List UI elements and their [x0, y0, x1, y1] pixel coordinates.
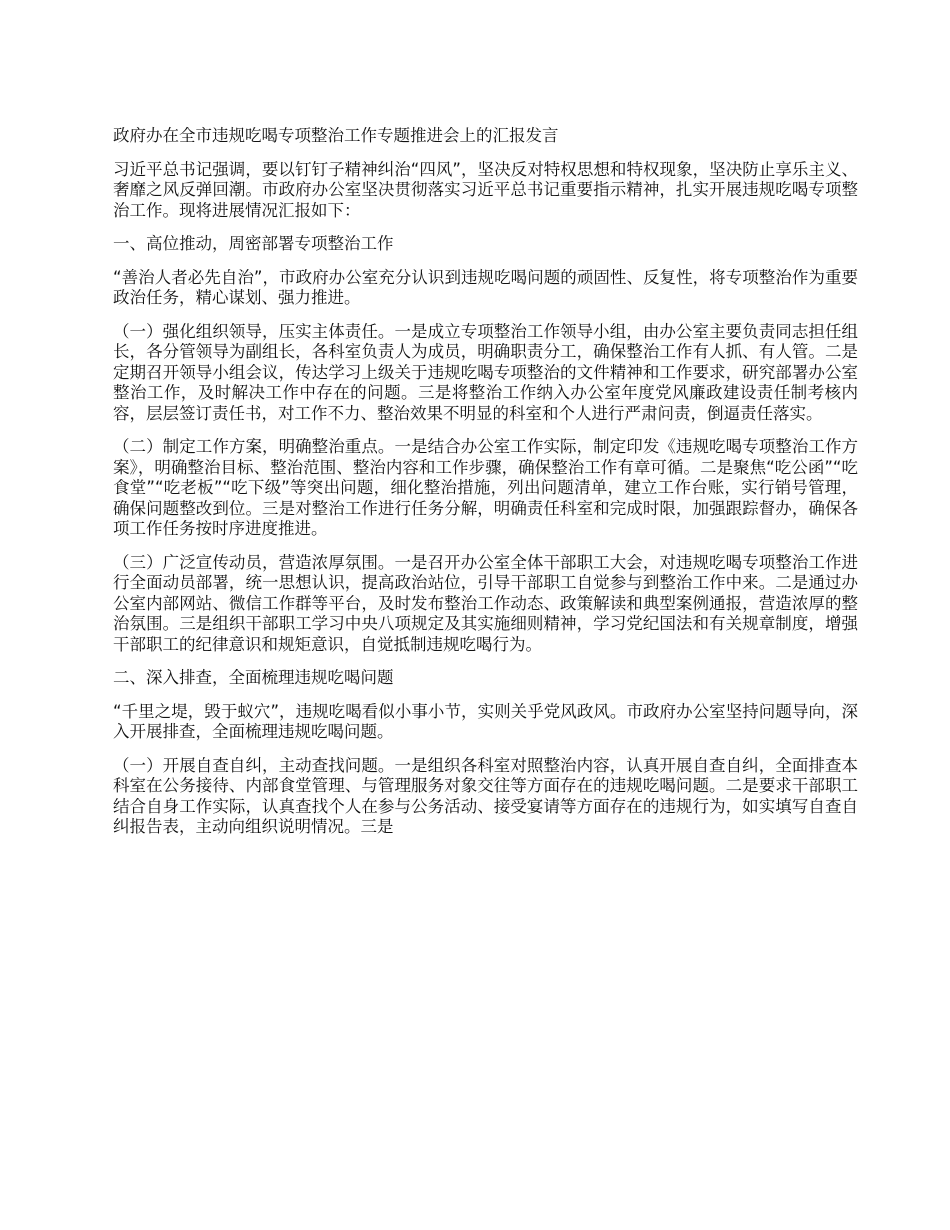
paragraph-section1-item2: （二）制定工作方案，明确整治重点。一是结合办公室工作实际，制定印发《违规吃喝专项整治工作方案》，明确整治目标、整治范围、整治内容和工作步骤，确保整治工作有章可循。二是聚焦“吃公函”“吃食堂”“吃老板”“吃下级”等突出问题，细化整治措施，列出问题清单，建立工作台账，实行销号管理，确保问题整改到位。三是对整治工作进行任务分解，明确责任科室和完成时限，加强跟踪督办，确保各项工作任务按时序进度推进。: [113, 437, 858, 538]
section-heading-1: 一、高位推动，周密部署专项整治工作: [113, 234, 394, 253]
paragraph-section1-intro: “善治人者必先自治”，市政府办公室充分认识到违规吃喝问题的顽固性、反复性，将专项整治作为重要政治任务，精心谋划、强力推进。: [113, 267, 858, 307]
paragraph-section1-item3: （三）广泛宣传动员，营造浓厚氛围。一是召开办公室全体干部职工大会，对违规吃喝专项整治工作进行全面动员部署，统一思想认识，提高政治站位，引导干部职工自觉参与到整治工作中来。二是通过办公室内部网站、微信工作群等平台，及时发布整治工作动态、政策解读和典型案例通报，营造浓厚的整治氛围。三是组织干部职工学习中央八项规定及其实施细则精神，学习党纪国法和有关规章制度，增强干部职工的纪律意识和规矩意识，自觉抵制违规吃喝行为。: [113, 552, 858, 654]
document-body: [113, 126, 858, 851]
document-title: 政府办在全市违规吃喝专项整治工作专题推进会上的汇报发言: [113, 126, 559, 145]
paragraph-section2-item1: （一）开展自查自纠，主动查找问题。一是组织各科室对照整治内容，认真开展自查自纠，全面排查本科室在公务接待、内部食堂管理、与管理服务对象交往等方面存在的违规吃喝问题。二是要求干部职工结合自身工作实际，认真查找个人在参与公务活动、接受宴请等方面存在的违规行为，如实填写自查自纠报告表，主动向组织说明情况。三是: [113, 755, 858, 836]
paragraph-section2-intro: “千里之堤，毁于蚁穴”，违规吃喝看似小事小节，实则关乎党风政风。市政府办公室坚持问题导向，深入开展排查，全面梳理违规吃喝问题。: [113, 701, 858, 741]
paragraph-intro: 习近平总书记强调，要以钉钉子精神纠治“四风”，坚决反对特权思想和特权现象，坚决防止享乐主义、奢靡之风反弹回潮。市政府办公室坚决贯彻落实习近平总书记重要指示精神，扎实开展违规吃喝专项整治工作。现将进展情况汇报如下：: [113, 159, 858, 220]
paragraph-section1-item1: （一）强化组织领导，压实主体责任。一是成立专项整治工作领导小组，由办公室主要负责同志担任组长，各分管领导为副组长，各科室负责人为成员，明确职责分工，确保整治工作有人抓、有人管。二是定期召开领导小组会议，传达学习上级关于违规吃喝专项整治的文件精神和工作要求，研究部署办公室整治工作，及时解决工作中存在的问题。三是将整治工作纳入办公室年度党风廉政建设责任制考核内容，层层签订责任书，对工作不力、整治效果不明显的科室和个人进行严肃问责，倒逼责任落实。: [113, 321, 858, 423]
section-heading-2: 二、深入排查，全面梳理违规吃喝问题: [113, 668, 394, 687]
